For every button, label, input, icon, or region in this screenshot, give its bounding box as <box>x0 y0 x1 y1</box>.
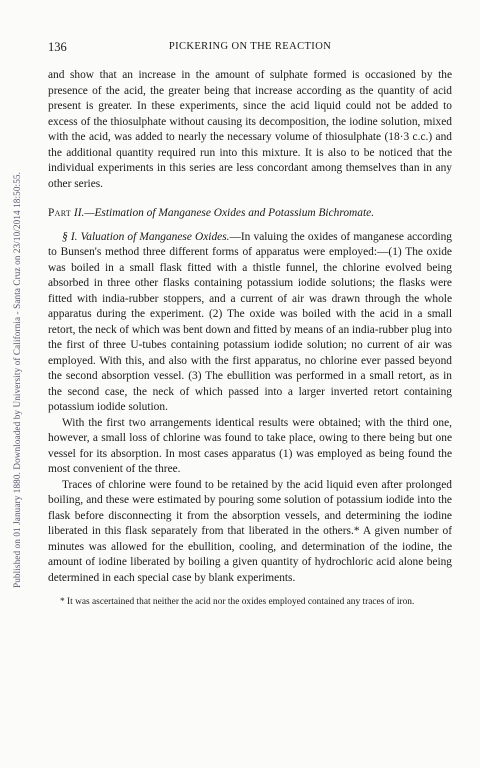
paragraph-continuation: and show that an increase in the amount of sulphate formed is occasioned by the presence of the acid, the greater being that increase according as the quantity of acid present is greater. In these experiments, since the acid liquid could not be added to excess of the thiosulphate without causing its decomposition, the iodine solution, mixed with the acid, was added to nearly the necessary volume of thiosulphate (18·3 c.c.) and the additional quantity required run into this mixture. It is also to be noticed that the individual experiments in this series are less concordant among themselves than in any other series. <box>48 69 452 190</box>
paragraph-chlorine-traces: Traces of chlorine were found to be retained by the acid liquid even after prolonged boiling, and these were estimated by pouring some solution of potassium iodide into the flask before disconnecting it from the absorption vessels, and determining the iodine liberated in this flask separately from that liberated in the others.* A given number of minutes was allowed for the ebullition, cooling, and determination of the iodine, the amount of iodine liberated by boiling a given quantity of hydrochloric acid alone being determined in each special case by blank experiments. <box>48 478 452 584</box>
running-head: PICKERING ON THE REACTION <box>168 41 332 52</box>
page-content <box>48 40 452 609</box>
section-heading <box>48 206 452 222</box>
apparatus-text: —In valuing the oxides of manganese according to Bunsen's method three different forms of apparatus were employed:—(1) The oxide was boiled in a small flask fitted with a thistle funnel, the chlorine evolved being absorbed in three other flasks containing potassium iodide solutions; the flasks were fitted with india-rubber stoppers, and a current of air was drawn through the whole apparatus during the experiment. (2) The oxide was boiled with the acid in a small retort, the neck of which was bent down and fitted by means of an india-rubber plug into the first of three U-tubes containing potassium iodide solution; no current of air was employed. With this, and also with the first apparatus, no chlorine ever passed beyond the second absorption vessel. (3) The ebullition was performed in a small retort, as in the second case, the neck of which passed into a larger inverted retort containing potassium iodide solution. <box>48 230 452 413</box>
sidebar-watermark <box>0 0 34 768</box>
subsection-lead: § I. Valuation of Manganese Oxides. <box>62 230 230 243</box>
footnote: * It was ascertained that neither the acid nor the oxides employed contained any traces of iron. <box>60 597 415 607</box>
section-part-label: Part <box>48 207 72 219</box>
page-number: 136 <box>48 40 67 54</box>
paragraph-apparatus <box>48 230 452 416</box>
paragraph-results: With the first two arrangements identical results were obtained; with the third one, however, a small loss of chlorine was found to take place, owing to there being but one vessel for its absorption. In most cases apparatus (1) was employed as being found the most convenient of the three. <box>48 416 452 475</box>
page-header <box>48 40 452 58</box>
publication-note: Published on 01 January 1880. Downloaded by University of California - Santa Cruz on 23/10/2014 18:50:55. <box>12 172 22 588</box>
section-title: II.—Estimation of Manganese Oxides and Potassium Bichromate. <box>71 207 375 219</box>
